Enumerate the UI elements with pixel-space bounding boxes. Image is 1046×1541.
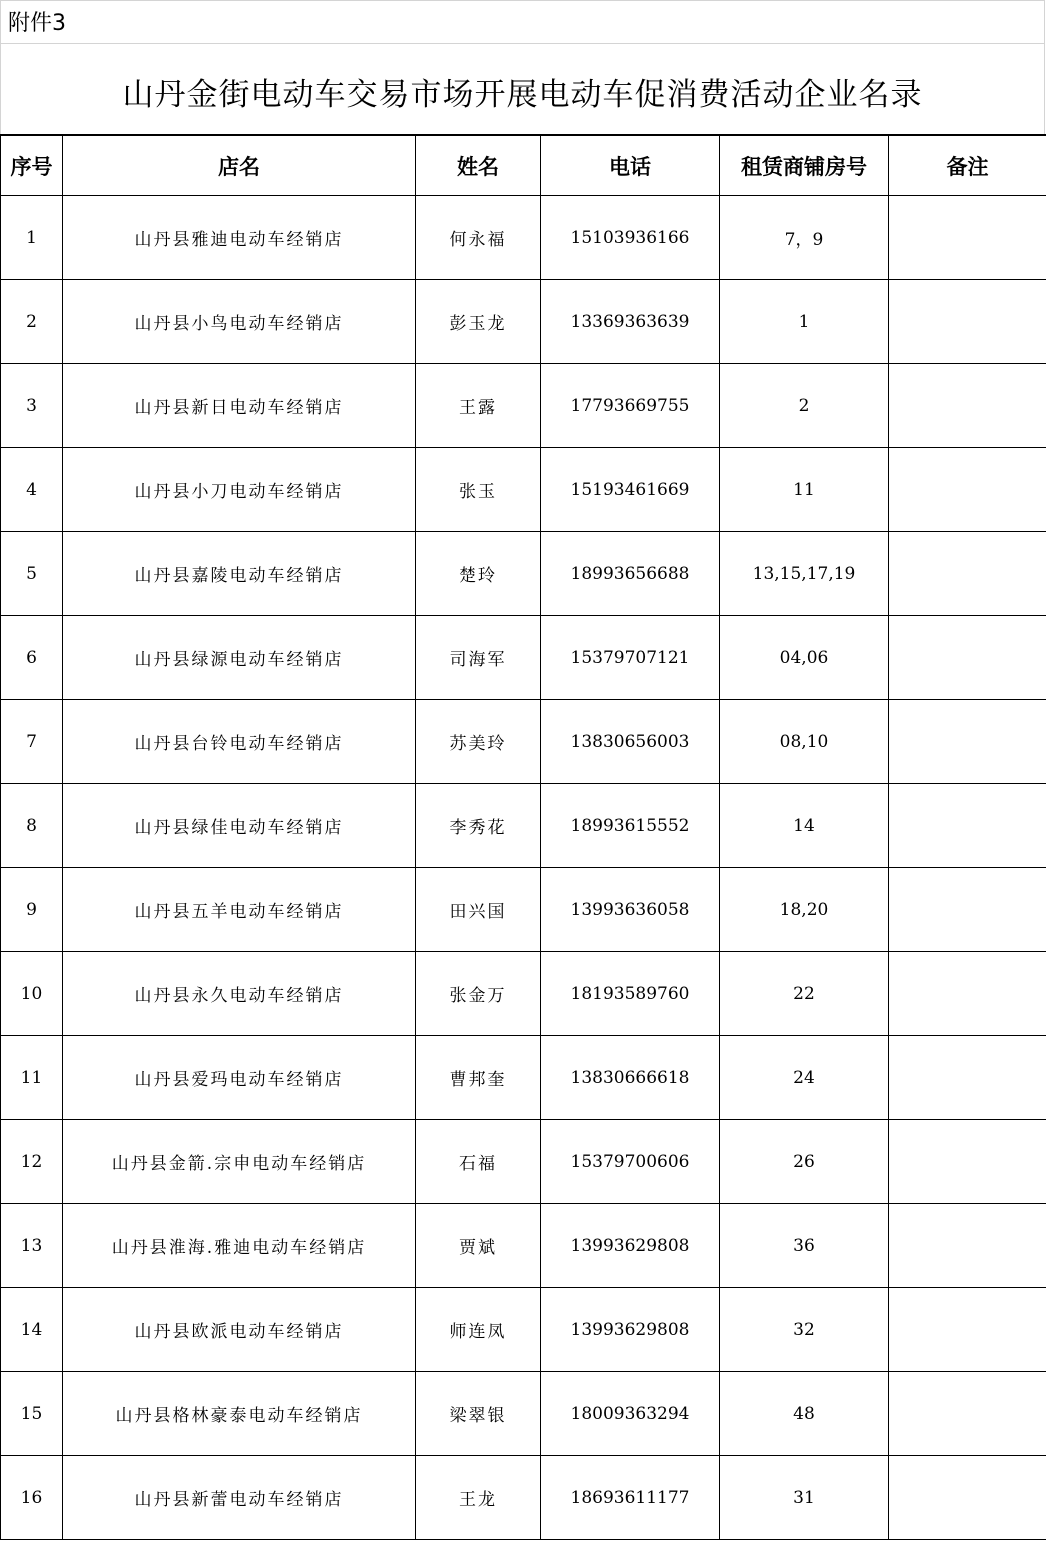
table-row: [1, 784, 1046, 868]
attachment-label: 附件3: [8, 11, 66, 36]
cell-remark: [889, 1120, 1046, 1204]
cell-phone: 13993629808: [541, 1204, 720, 1288]
column-header-shop-no: 租赁商铺房号: [720, 135, 889, 196]
cell-store: 山丹县雅迪电动车经销店: [63, 196, 416, 280]
cell-phone: 15103936166: [541, 196, 720, 280]
cell-remark: [889, 700, 1046, 784]
cell-shop-no: 08,10: [720, 700, 889, 784]
cell-phone: 18993615552: [541, 784, 720, 868]
table-row: [1, 1288, 1046, 1372]
cell-store: 山丹县绿源电动车经销店: [63, 616, 416, 700]
cell-remark: [889, 1036, 1046, 1120]
column-header-seq: 序号: [1, 135, 63, 196]
cell-shop-no: 2: [720, 364, 889, 448]
cell-remark: [889, 532, 1046, 616]
table-row: [1, 1036, 1046, 1120]
cell-store: 山丹县格林豪泰电动车经销店: [63, 1372, 416, 1456]
cell-store: 山丹县五羊电动车经销店: [63, 868, 416, 952]
cell-person: 何永福: [416, 196, 541, 280]
cell-shop-no: 1: [720, 280, 889, 364]
attachment-header-row: [0, 0, 1045, 44]
cell-shop-no: 31: [720, 1456, 889, 1540]
cell-remark: [889, 448, 1046, 532]
table-row: [1, 952, 1046, 1036]
cell-store: 山丹县新蕾电动车经销店: [63, 1456, 416, 1540]
table-row: [1, 1120, 1046, 1204]
cell-person: 梁翠银: [416, 1372, 541, 1456]
cell-person: 师连凤: [416, 1288, 541, 1372]
cell-seq: 14: [1, 1288, 63, 1372]
cell-remark: [889, 1204, 1046, 1288]
cell-remark: [889, 1456, 1046, 1540]
cell-seq: 6: [1, 616, 63, 700]
cell-phone: 17793669755: [541, 364, 720, 448]
cell-phone: 13369363639: [541, 280, 720, 364]
table-header-row: [1, 135, 1046, 196]
table-row: [1, 1204, 1046, 1288]
cell-remark: [889, 364, 1046, 448]
cell-store: 山丹县淮海.雅迪电动车经销店: [63, 1204, 416, 1288]
cell-person: 张玉: [416, 448, 541, 532]
cell-remark: [889, 196, 1046, 280]
cell-remark: [889, 952, 1046, 1036]
cell-shop-no: 32: [720, 1288, 889, 1372]
cell-phone: 15193461669: [541, 448, 720, 532]
cell-store: 山丹县爱玛电动车经销店: [63, 1036, 416, 1120]
table-row: [1, 1456, 1046, 1540]
cell-store: 山丹县绿佳电动车经销店: [63, 784, 416, 868]
cell-remark: [889, 280, 1046, 364]
cell-seq: 2: [1, 280, 63, 364]
cell-store: 山丹县永久电动车经销店: [63, 952, 416, 1036]
cell-phone: 18993656688: [541, 532, 720, 616]
cell-phone: 15379700606: [541, 1120, 720, 1204]
cell-phone: 13830666618: [541, 1036, 720, 1120]
cell-shop-no: 22: [720, 952, 889, 1036]
cell-person: 王露: [416, 364, 541, 448]
cell-store: 山丹县金箭.宗申电动车经销店: [63, 1120, 416, 1204]
document-title: 山丹金街电动车交易市场开展电动车促消费活动企业名录: [122, 76, 923, 113]
cell-person: 张金万: [416, 952, 541, 1036]
cell-seq: 10: [1, 952, 63, 1036]
cell-seq: 3: [1, 364, 63, 448]
cell-shop-no: 04,06: [720, 616, 889, 700]
table-row: [1, 364, 1046, 448]
cell-person: 司海军: [416, 616, 541, 700]
table-row: [1, 532, 1046, 616]
cell-shop-no: 18,20: [720, 868, 889, 952]
cell-seq: 5: [1, 532, 63, 616]
cell-person: 李秀花: [416, 784, 541, 868]
cell-shop-no: 24: [720, 1036, 889, 1120]
cell-shop-no: 14: [720, 784, 889, 868]
cell-remark: [889, 1372, 1046, 1456]
cell-seq: 8: [1, 784, 63, 868]
cell-seq: 4: [1, 448, 63, 532]
cell-remark: [889, 784, 1046, 868]
cell-person: 彭玉龙: [416, 280, 541, 364]
table-row: [1, 616, 1046, 700]
cell-seq: 12: [1, 1120, 63, 1204]
cell-store: 山丹县欧派电动车经销店: [63, 1288, 416, 1372]
cell-phone: 15379707121: [541, 616, 720, 700]
cell-store: 山丹县台铃电动车经销店: [63, 700, 416, 784]
table-row: [1, 448, 1046, 532]
cell-remark: [889, 868, 1046, 952]
cell-person: 贾斌: [416, 1204, 541, 1288]
title-row: [0, 44, 1045, 134]
cell-seq: 9: [1, 868, 63, 952]
cell-store: 山丹县小鸟电动车经销店: [63, 280, 416, 364]
cell-seq: 13: [1, 1204, 63, 1288]
cell-shop-no: 13,15,17,19: [720, 532, 889, 616]
cell-person: 苏美玲: [416, 700, 541, 784]
cell-phone: 13993636058: [541, 868, 720, 952]
cell-shop-no: 48: [720, 1372, 889, 1456]
column-header-phone: 电话: [541, 135, 720, 196]
cell-seq: 15: [1, 1372, 63, 1456]
cell-phone: 18193589760: [541, 952, 720, 1036]
column-header-remark: 备注: [889, 135, 1046, 196]
cell-shop-no: 26: [720, 1120, 889, 1204]
cell-person: 曹邦奎: [416, 1036, 541, 1120]
cell-person: 石福: [416, 1120, 541, 1204]
cell-shop-no: 36: [720, 1204, 889, 1288]
cell-phone: 13993629808: [541, 1288, 720, 1372]
cell-seq: 11: [1, 1036, 63, 1120]
cell-shop-no: 7，9: [720, 196, 889, 280]
cell-seq: 7: [1, 700, 63, 784]
table-row: [1, 700, 1046, 784]
cell-seq: 16: [1, 1456, 63, 1540]
table-body: [1, 196, 1046, 1540]
cell-seq: 1: [1, 196, 63, 280]
cell-store: 山丹县嘉陵电动车经销店: [63, 532, 416, 616]
cell-person: 田兴国: [416, 868, 541, 952]
cell-phone: 18693611177: [541, 1456, 720, 1540]
column-header-person: 姓名: [416, 135, 541, 196]
table-row: [1, 1372, 1046, 1456]
table-row: [1, 280, 1046, 364]
cell-remark: [889, 616, 1046, 700]
table-row: [1, 196, 1046, 280]
table-row: [1, 868, 1046, 952]
cell-remark: [889, 1288, 1046, 1372]
cell-phone: 13830656003: [541, 700, 720, 784]
cell-phone: 18009363294: [541, 1372, 720, 1456]
cell-shop-no: 11: [720, 448, 889, 532]
cell-store: 山丹县新日电动车经销店: [63, 364, 416, 448]
cell-store: 山丹县小刀电动车经销店: [63, 448, 416, 532]
column-header-store: 店名: [63, 135, 416, 196]
cell-person: 王龙: [416, 1456, 541, 1540]
cell-person: 楚玲: [416, 532, 541, 616]
enterprise-roster-table: [0, 134, 1046, 1540]
